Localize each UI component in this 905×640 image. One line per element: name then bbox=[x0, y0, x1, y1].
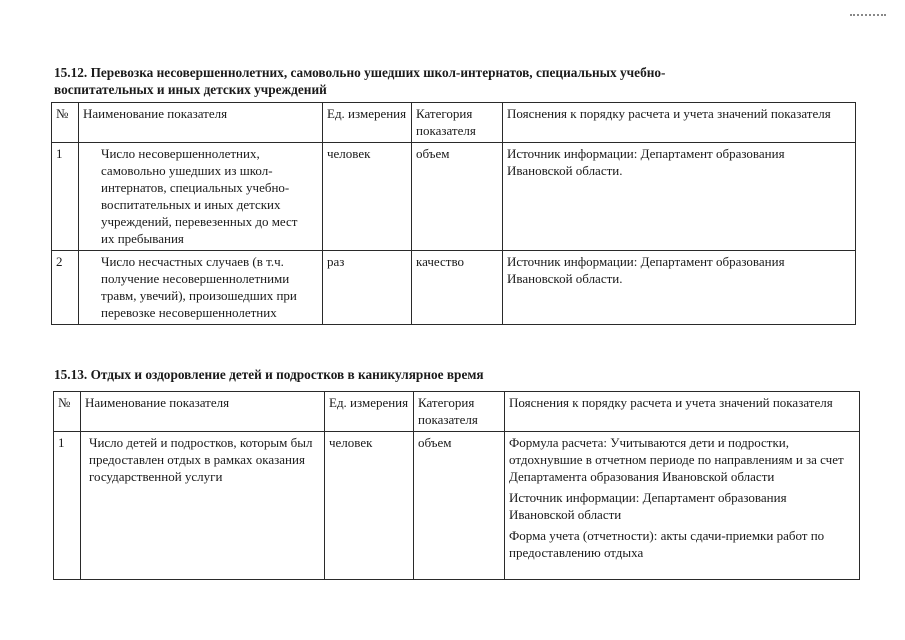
cell-category: качество bbox=[412, 251, 503, 325]
cell-notes: Источник информации: Департамент образования Ивановской области. bbox=[503, 143, 856, 251]
cell-num: 2 bbox=[52, 251, 79, 325]
cell-unit: раз bbox=[323, 251, 412, 325]
cell-num: 1 bbox=[52, 143, 79, 251]
header-notes: Пояснения к порядку расчета и учета значений показателя bbox=[503, 103, 856, 143]
cell-unit: человек bbox=[325, 432, 414, 580]
cell-name: Число несовершеннолетних, самовольно ушедших из школ-интернатов, специальных учебно-воспитательных и иных детских учреждений, перевезенных до мест их пребывания bbox=[79, 143, 323, 251]
section-title-15-13 bbox=[54, 366, 814, 383]
header-name: Наименование показателя bbox=[79, 103, 323, 143]
cell-category: объем bbox=[414, 432, 505, 580]
header-unit: Ед. измерения bbox=[325, 392, 414, 432]
header-notes: Пояснения к порядку расчета и учета значений показателя bbox=[505, 392, 860, 432]
cell-unit: человек bbox=[323, 143, 412, 251]
section-title-line: 15.13. Отдых и оздоровление детей и подростков в каникулярное время bbox=[54, 367, 484, 382]
section-title-15-12 bbox=[54, 64, 814, 98]
notes-reporting-form: Форма учета (отчетности): акты сдачи-приемки работ по предоставлению отдыха bbox=[509, 528, 825, 560]
notes-formula: Формула расчета: Учитываются дети и подростки, отдохнувшие в отчетном периоде по направлениям и за счет Департамента образования Ивановской области bbox=[509, 435, 844, 484]
table-row bbox=[54, 432, 860, 580]
table-header-row bbox=[54, 392, 860, 432]
notes-source: Источник информации: Департамент образования Ивановской области bbox=[509, 490, 787, 522]
header-num: № bbox=[52, 103, 79, 143]
table-15-12 bbox=[51, 102, 856, 325]
table-15-13 bbox=[53, 391, 860, 580]
cell-num: 1 bbox=[54, 432, 81, 580]
header-category: Категория показателя bbox=[412, 103, 503, 143]
section-title-line-1: 15.12. Перевозка несовершеннолетних, самовольно ушедших школ-интернатов, специальных учебно- bbox=[54, 65, 666, 80]
table-row bbox=[52, 143, 856, 251]
table-header-row bbox=[52, 103, 856, 143]
header-unit: Ед. измерения bbox=[323, 103, 412, 143]
cell-category: объем bbox=[412, 143, 503, 251]
cell-notes: Источник информации: Департамент образования Ивановской области. bbox=[503, 251, 856, 325]
section-title-line-2: воспитательных и иных детских учреждений bbox=[54, 82, 327, 97]
table-row bbox=[52, 251, 856, 325]
scan-corner-mark bbox=[850, 14, 886, 18]
cell-name: Число детей и подростков, которым был предоставлен отдых в рамках оказания государственной услуги bbox=[81, 432, 325, 580]
cell-name: Число несчастных случаев (в т.ч. получение несовершеннолетними травм, увечий), произошедших при перевозке несовершеннолетних bbox=[79, 251, 323, 325]
header-category: Категория показателя bbox=[414, 392, 505, 432]
header-name: Наименование показателя bbox=[81, 392, 325, 432]
cell-notes bbox=[505, 432, 860, 580]
header-num: № bbox=[54, 392, 81, 432]
